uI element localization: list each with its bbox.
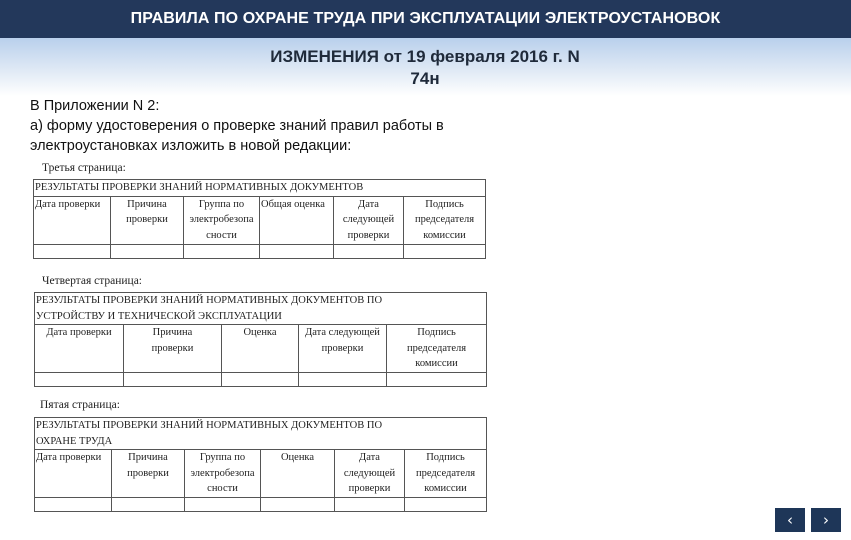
slide-title [230, 46, 620, 90]
page4-col-grade: Оценка [222, 325, 299, 373]
page4-label: Четвертая страница: [42, 275, 142, 287]
intro-text [30, 96, 444, 156]
page4-col-date: Дата проверки [35, 325, 124, 373]
page3-col-reason: Причина проверки [111, 196, 184, 244]
presentation-header [0, 0, 851, 38]
prev-slide-button[interactable] [775, 508, 805, 532]
page3-col-grade: Общая оценка [260, 196, 334, 244]
page5-col-grade: Оценка [261, 450, 335, 498]
page3-form-table [33, 179, 486, 259]
slide-subheader [0, 38, 851, 96]
page3-label: Третья страница: [42, 162, 126, 174]
page5-col-next-date: Дата следующей проверки [335, 450, 405, 498]
page5-header-row [35, 450, 487, 498]
page4-col-next-date: Дата следующей проверки [299, 325, 387, 373]
page3-col-date: Дата проверки [34, 196, 111, 244]
page3-title: РЕЗУЛЬТАТЫ ПРОВЕРКИ ЗНАНИЙ НОРМАТИВНЫХ ДОКУМЕНТОВ [34, 180, 486, 197]
intro-line-1: В Приложении N 2: [30, 98, 160, 114]
header-title: ПРАВИЛА ПО ОХРАНЕ ТРУДА ПРИ ЭКСПЛУАТАЦИИ ЭЛЕКТРОУСТАНОВОК [130, 10, 721, 27]
page5-col-signature: Подпись председателя комиссии [405, 450, 487, 498]
slide-title-line2: 74н [410, 69, 440, 88]
page5-form-table [34, 417, 487, 512]
next-slide-button[interactable] [811, 508, 841, 532]
page3-col-next-date: Дата следующей проверки [334, 196, 404, 244]
page4-header-row [35, 325, 487, 373]
chevron-left-icon: ‹ [787, 511, 793, 529]
page4-empty-row [35, 373, 487, 387]
page5-label: Пятая страница: [40, 399, 120, 411]
page3-col-signature: Подпись председателя комиссии [404, 196, 486, 244]
page5-col-group: Группа по электробезопа сности [185, 450, 261, 498]
intro-line-3: электроустановках изложить в новой редакции: [30, 138, 352, 154]
chevron-right-icon: › [823, 511, 829, 529]
page5-col-reason: Причина проверки [112, 450, 185, 498]
page4-title: РЕЗУЛЬТАТЫ ПРОВЕРКИ ЗНАНИЙ НОРМАТИВНЫХ ДОКУМЕНТОВ ПО УСТРОЙСТВУ И ТЕХНИЧЕСКОЙ ЭКСПЛУАТАЦИИ [35, 293, 487, 325]
page3-header-row [34, 196, 486, 244]
page5-empty-row [35, 498, 487, 512]
page4-form-table [34, 292, 487, 387]
page3-empty-row [34, 244, 486, 258]
slide-title-line1: ИЗМЕНЕНИЯ от 19 февраля 2016 г. N [270, 47, 580, 66]
intro-line-2: а) форму удостоверения о проверке знаний правил работы в [30, 118, 444, 134]
page3-col-group: Группа по электробезопа сности [184, 196, 260, 244]
page5-col-date: Дата проверки [35, 450, 112, 498]
page5-title: РЕЗУЛЬТАТЫ ПРОВЕРКИ ЗНАНИЙ НОРМАТИВНЫХ ДОКУМЕНТОВ ПО ОХРАНЕ ТРУДА [35, 418, 487, 450]
page4-col-signature: Подпись председателя комиссии [387, 325, 487, 373]
page4-col-reason: Причина проверки [124, 325, 222, 373]
